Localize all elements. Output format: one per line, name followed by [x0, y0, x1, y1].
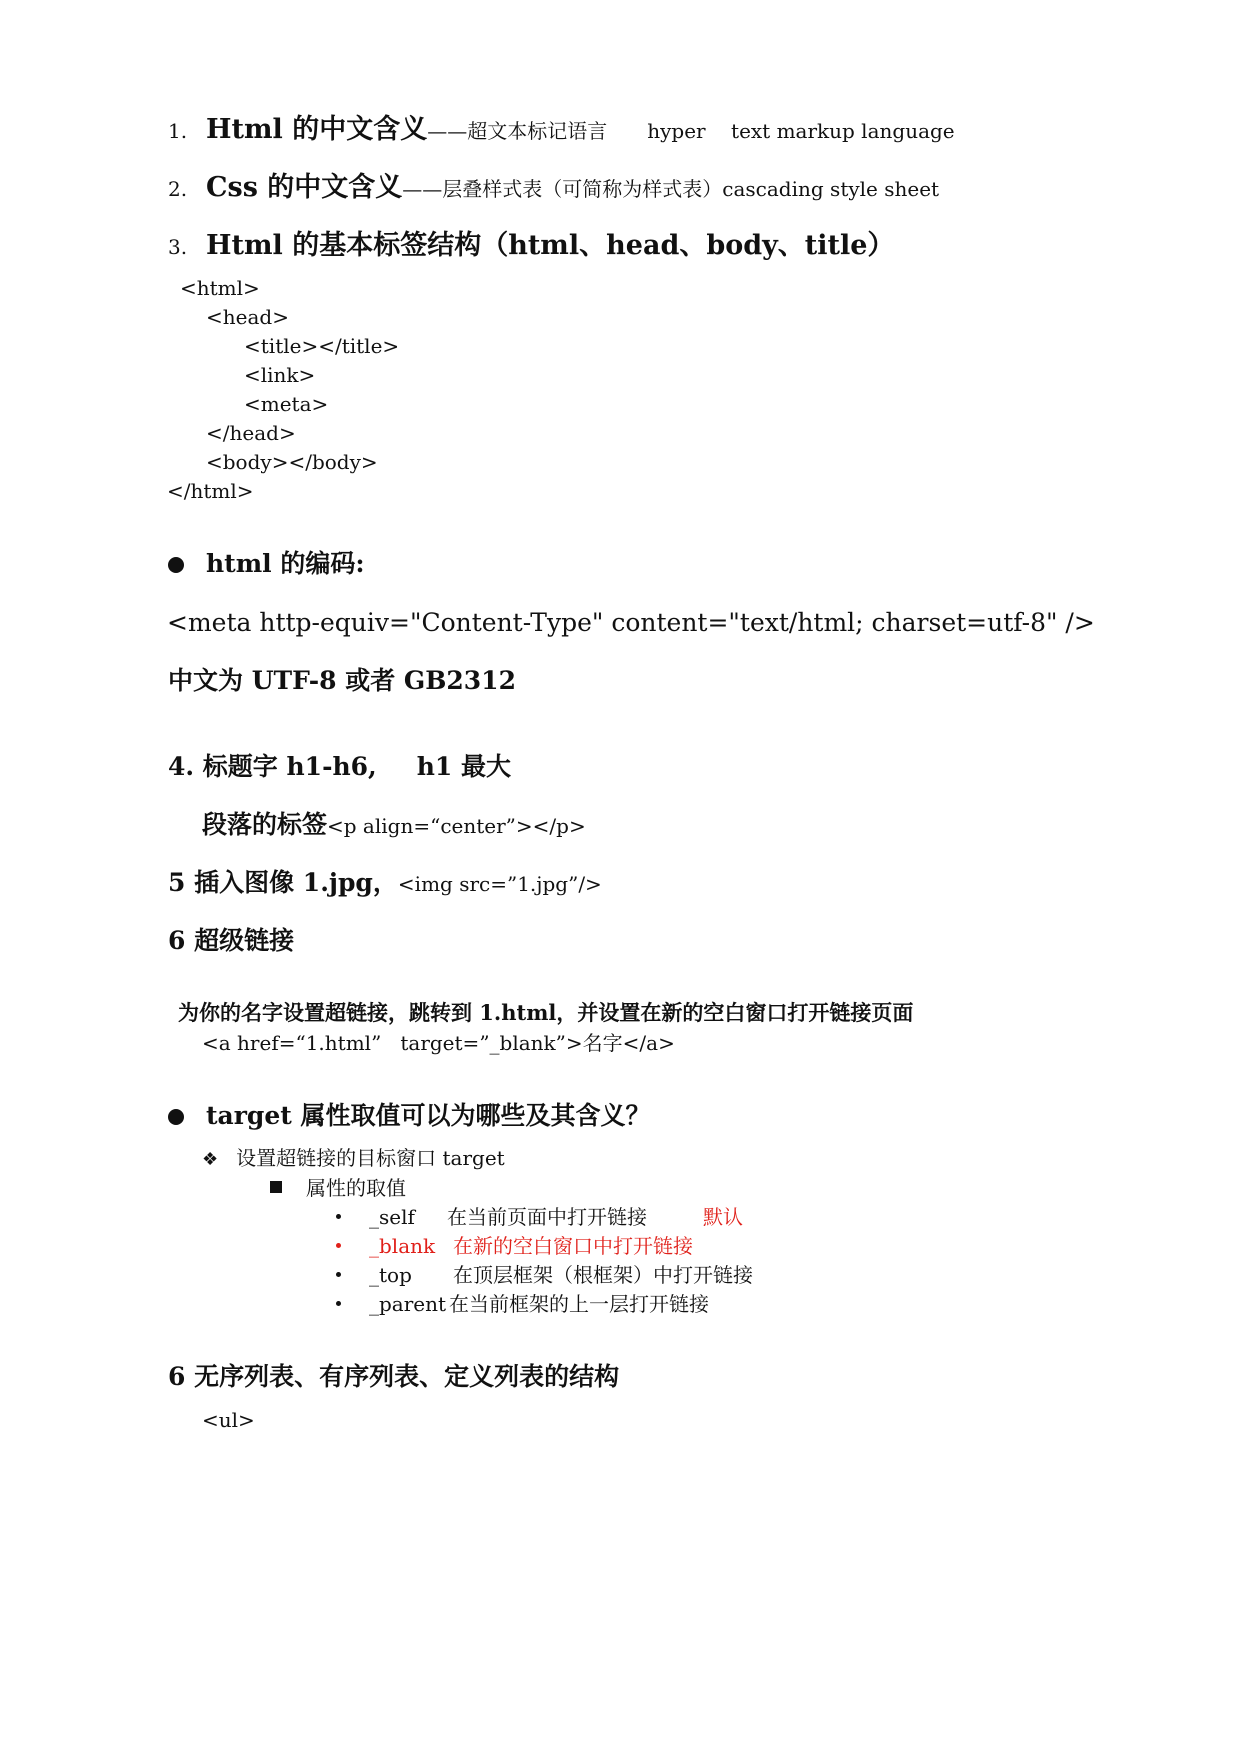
- encoding-note: 中文为 UTF-8 或者 GB2312: [168, 666, 516, 695]
- square-bullet-icon: [270, 1181, 282, 1193]
- item-4: [168, 754, 511, 779]
- item-4-title: 4. 标题字 h1-h6,: [168, 752, 377, 781]
- item-2: [168, 174, 939, 201]
- item-3-number: 3.: [168, 235, 188, 259]
- item-1: [168, 116, 955, 143]
- item-5: [168, 870, 602, 895]
- item-2-meaning: ——层叠样式表（可简称为样式表）cascading style sheet: [402, 177, 940, 201]
- item-6-task: 为你的名字设置超链接，跳转到 1.html，并设置在新的空白窗口打开链接页面: [178, 1000, 914, 1025]
- code-meta: <meta>: [244, 392, 329, 416]
- item-3: [168, 232, 894, 259]
- target-value-default: 默认: [703, 1205, 743, 1229]
- target-value-key: _top: [369, 1263, 412, 1287]
- item-1-title: Html 的中文含义: [206, 114, 428, 145]
- code-title: <title></title>: [244, 334, 400, 358]
- paragraph-tag-label: 段落的标签: [202, 810, 328, 839]
- item-2-title: Css 的中文含义: [206, 172, 403, 203]
- target-subsub: 属性的取值: [306, 1176, 406, 1200]
- item-2-number: 2.: [168, 177, 188, 201]
- target-value-parent: [336, 1294, 709, 1314]
- item-5-code: <img src=”1.jpg”/>: [397, 872, 602, 896]
- code-link: <link>: [244, 363, 316, 387]
- bullet-icon: [168, 1109, 184, 1125]
- target-value-key: _self: [369, 1205, 415, 1229]
- target-value-desc: 在新的空白窗口中打开链接: [453, 1234, 693, 1258]
- bullet-icon: [168, 557, 184, 573]
- target-value-top: [336, 1265, 753, 1285]
- target-value-desc: 在顶层框架（根框架）中打开链接: [453, 1263, 753, 1287]
- paragraph-tag-code: <p align=“center”></p>: [327, 814, 586, 838]
- target-value-key: _parent: [369, 1292, 447, 1316]
- code-head-close: </head>: [206, 421, 296, 445]
- item-4-rest: h1 最大: [416, 752, 512, 781]
- diamond-bullet-icon: ❖: [202, 1149, 219, 1170]
- dot-bullet-icon: [336, 1243, 341, 1248]
- target-sub-line: [202, 1148, 505, 1169]
- item-1-number: 1.: [168, 119, 188, 143]
- paragraph-tag-line: [202, 812, 586, 837]
- item-3-title: Html 的基本标签结构（html、head、body、title）: [206, 230, 895, 261]
- item-6-title: 6 超级链接: [168, 926, 295, 955]
- target-subsub-line: [270, 1178, 406, 1198]
- encoding-heading-line: [168, 551, 365, 576]
- item-7-title: 6 无序列表、有序列表、定义列表的结构: [168, 1362, 620, 1391]
- target-heading: target 属性取值可以为哪些及其含义？: [206, 1101, 651, 1130]
- item-5-title: 5 插入图像 1.jpg，: [168, 868, 398, 897]
- target-value-desc: 在当前页面中打开链接: [447, 1205, 647, 1229]
- code-head-open: <head>: [206, 305, 289, 329]
- dot-bullet-icon: [336, 1272, 341, 1277]
- item-1-meaning: ——超文本标记语言: [427, 119, 608, 143]
- encoding-meta-code: <meta http-equiv="Content-Type" content="text/html; charset=utf-8" />: [167, 608, 1095, 637]
- code-html-close: </html>: [167, 479, 254, 503]
- encoding-heading: html 的编码:: [206, 549, 365, 578]
- target-heading-line: [168, 1103, 651, 1128]
- target-sub: 设置超链接的目标窗口 target: [236, 1146, 505, 1170]
- dot-bullet-icon: [336, 1301, 341, 1306]
- item-1-english: hyper text markup language: [647, 119, 955, 143]
- target-value-self: [336, 1207, 743, 1227]
- item-7-code: <ul>: [202, 1408, 255, 1432]
- code-body: <body></body>: [206, 450, 378, 474]
- item-6-code: <a href=“1.html” target=”_blank”>名字</a>: [202, 1031, 675, 1055]
- target-value-key: _blank: [369, 1234, 436, 1258]
- target-value-desc: 在当前框架的上一层打开链接: [449, 1292, 709, 1316]
- target-value-blank: [336, 1236, 693, 1256]
- code-html-open: <html>: [180, 276, 260, 300]
- dot-bullet-icon: [336, 1214, 341, 1219]
